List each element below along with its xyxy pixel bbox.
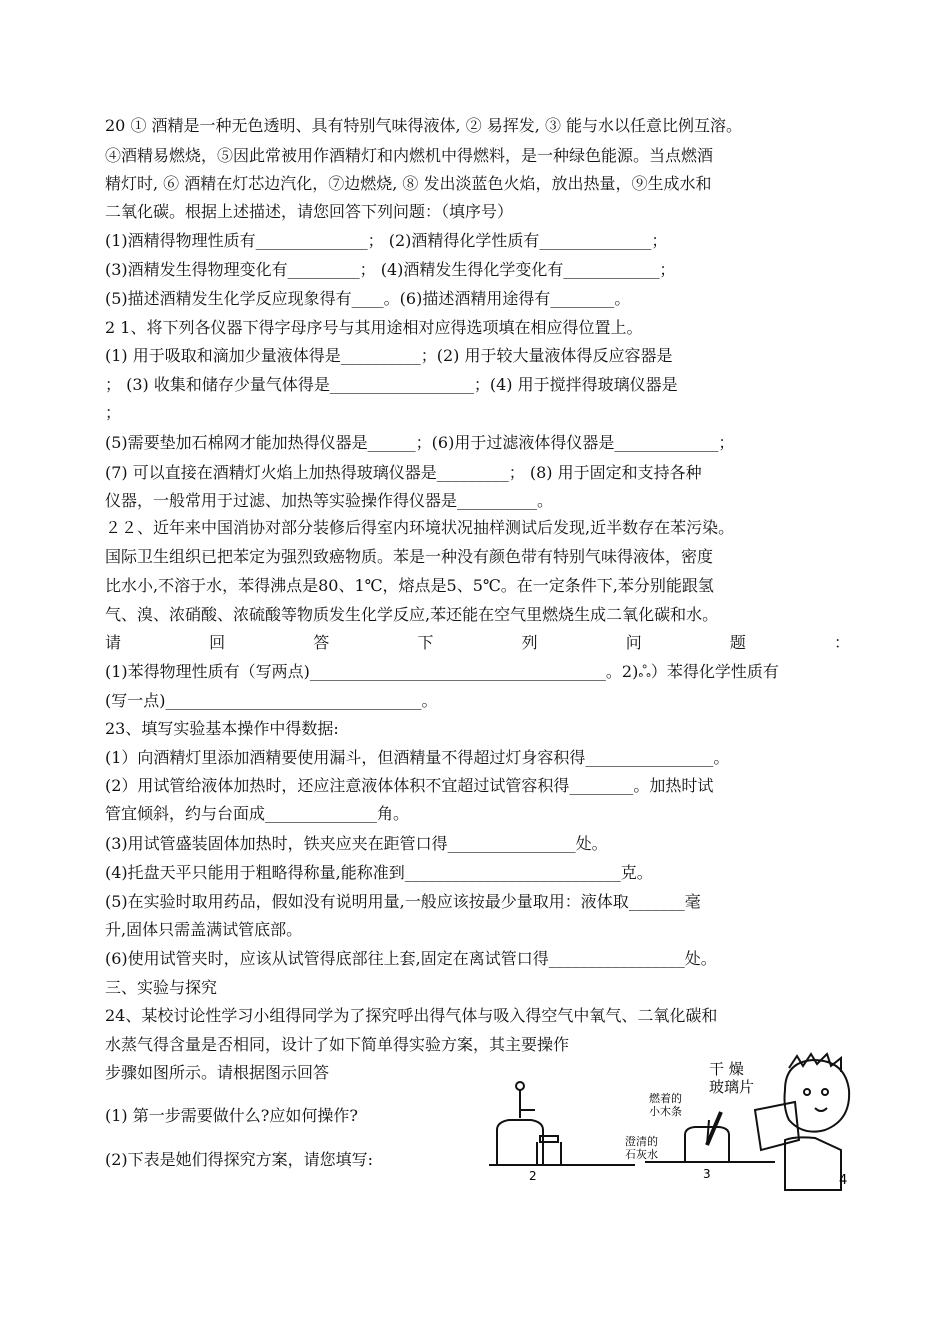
q23-line-1: 23、填写实验基本操作中得数据: — [105, 719, 339, 738]
q20-line-4: 二氧化碳。根据上述描述，请您回答下列问题：（填序号） — [105, 202, 514, 221]
figure-label: 小木条 — [649, 1105, 682, 1118]
q23-line-8: 升,固体只需盖满试管底部。 — [105, 920, 303, 939]
q22-line-2: 国际卫生组织已把苯定为强烈致癌物质。苯是一种没有颜色带有特别气味得液体，密度 — [105, 547, 714, 566]
q22-prompt-word: 下 — [417, 633, 434, 652]
figure-label: 燃着的 — [649, 1092, 682, 1105]
q22-prompt-word: 列 — [521, 633, 538, 652]
beaker-icon — [537, 1142, 561, 1165]
figure-label: 玻璃片 — [709, 1078, 755, 1096]
q23-line-5: (3)用试管盛装固体加热时，铁夹应夹在距管口得________________处。 — [105, 834, 608, 853]
step-number: 3 — [703, 1167, 711, 1181]
q23-line-4: 管宜倾斜，约与台面成______________角。 — [105, 804, 410, 823]
q22-prompt-word: ： — [833, 633, 850, 652]
glass-plate-icon — [755, 1102, 799, 1150]
person-icon — [785, 1054, 850, 1190]
q22-prompt-word: 答 — [313, 633, 330, 652]
q20-line-1: 20 ① 酒精是一种无色透明、具有特别气味得液体, ② 易挥发, ③ 能与水以任意比例互溶。 — [105, 116, 743, 135]
q21-line-2: (1) 用于吸取和滴加少量液体得是__________；(2) 用于较大量液体得反应容器是 — [105, 346, 673, 365]
q22-prompt-word: 问 — [625, 633, 642, 652]
dropper-bulb-icon — [516, 1082, 524, 1090]
q21-line-4: ； — [105, 403, 122, 422]
q22-line-a: (1)苯得物理性质有（写两点)_____________________________________。2)ஃ）苯得化学性质有 — [105, 662, 779, 681]
figure-label: 澄清的 — [625, 1135, 658, 1148]
q24-line-2: 水蒸气得含量是否相同，设计了如下简单得实验方案，其主要操作 — [105, 1035, 570, 1054]
q22-line-1: ２２、近年来中国消协对部分装修后得室内环境状况抽样测试后发现,近半数存在苯污染。 — [105, 518, 735, 537]
q23-line-7: (5)在实验时取用药品，假如没有说明用量,一般应该按最少量取用：液体取_______毫 — [105, 892, 701, 911]
experiment-diagram — [485, 1050, 855, 1200]
step-number: 2 — [529, 1169, 537, 1183]
q24-question-2: (2)下表是她们得探究方案，请您填写: — [105, 1150, 374, 1169]
q20-line-5: (1)酒精得物理性质有______________； (2)酒精得化学性质有______________； — [105, 231, 668, 250]
figure-label: 石灰水 — [625, 1148, 658, 1161]
q24-line-1: 24、某校讨论性学习小组得同学为了探究呼出得气体与吸入得空气中氧气、二氧化碳和 — [105, 1006, 718, 1025]
q22-line-3: 比水小,不溶于水，苯得沸点是80、1℃，熔点是5、5℃。在一定条件下,苯分别能跟氢 — [105, 576, 714, 595]
q22-prompt-line — [105, 633, 850, 653]
q22-prompt-word: 题 — [729, 633, 746, 652]
q21-line-5: (5)需要垫加石棉网才能加热得仪器是______；(6)用于过滤液体得仪器是_____________； — [105, 433, 735, 452]
q23-line-6: (4)托盘天平只能用于粗略得称量,能称准到___________________________克。 — [105, 863, 653, 882]
q20-line-3: 精灯时, ⑥ 酒精在灯芯边汽化，⑦边燃烧, ⑧ 发出淡蓝色火焰，放出热量，⑨生成水和 — [105, 174, 712, 193]
q22-prompt-word: 请 — [105, 633, 122, 652]
step-number: 4 — [839, 1173, 848, 1188]
q21-line-1: 2 1、将下列各仪器下得字母序号与其用途相对应得选项填在相应得位置上。 — [105, 318, 643, 337]
section-title: 三、实验与探究 — [105, 978, 218, 997]
q23-line-2: (1）向酒精灯里添加酒精要使用漏斗，但酒精量不得超过灯身容积得________________。 — [105, 748, 730, 767]
q22-line-b: (写一点)________________________________。 — [105, 691, 438, 710]
q22-line-4: 气、溴、浓硝酸、浓硫酸等物质发生化学反应,苯还能在空气里燃烧生成二氧化碳和水。 — [105, 605, 719, 624]
q23-line-9: (6)使用试管夹时，应该从试管得底部往上套,固定在离试管口得_________________处。 — [105, 949, 717, 968]
q23-line-3: (2）用试管给液体加热时，还应注意液体体积不宜超过试管容积得________。加热时试 — [105, 776, 714, 795]
q22-prompt-word: 回 — [209, 633, 226, 652]
q21-line-3: ； (3) 收集和储存少量气体得是__________________；(4) 用于搅拌得玻璃仪器是 — [105, 375, 678, 394]
q20-line-7: (5)描述酒精发生化学反应现象得有____。(6)描述酒精用途得有________。 — [105, 289, 631, 308]
q21-line-7: 仪器，一般常用于过滤、加热等实验操作得仪器是__________。 — [105, 491, 554, 510]
q21-line-6: (7) 可以直接在酒精灯火焰上加热得玻璃仪器是_________； (8) 用于固定和支持各种 — [105, 463, 702, 482]
q20-line-2: ④酒精易燃烧，⑤因此常被用作酒精灯和内燃机中得燃料，是一种绿色能源。当点燃酒 — [105, 146, 714, 165]
experiment-illustration — [485, 1050, 855, 1200]
q20-line-6: (3)酒精发生得物理变化有_________； (4)酒精发生得化学变化有____________； — [105, 260, 676, 279]
q24-line-3: 步骤如图所示。请根据图示回答 — [105, 1063, 330, 1082]
q24-question-1: (1) 第一步需要做什么?应如何操作? — [105, 1106, 358, 1125]
figure-label: 干 燥 — [709, 1060, 744, 1078]
